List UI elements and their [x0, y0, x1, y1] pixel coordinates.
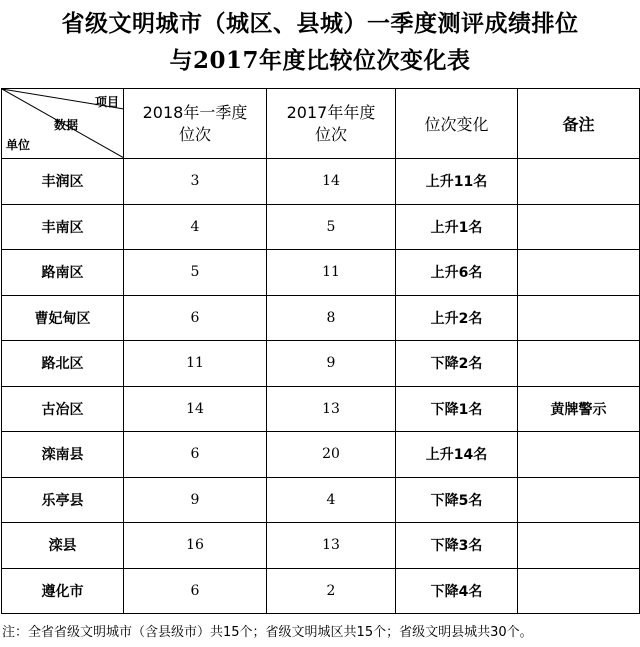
- table-row: [2, 341, 640, 387]
- corner-data-label: 数据: [54, 118, 79, 132]
- change-cell: 下降5名: [396, 477, 518, 523]
- note-cell: [518, 568, 640, 614]
- note-cell: [518, 250, 640, 296]
- rank-2018-cell: 11: [124, 341, 267, 387]
- unit-cell: 丰南区: [2, 204, 124, 250]
- unit-cell: 路南区: [2, 250, 124, 296]
- unit-cell: 遵化市: [2, 568, 124, 614]
- unit-cell: 滦县: [2, 523, 124, 569]
- rank-2018-cell: 6: [124, 432, 267, 478]
- note-cell: [518, 159, 640, 205]
- note-cell: [518, 204, 640, 250]
- change-cell: 上升14名: [396, 432, 518, 478]
- rank-2018-cell: 6: [124, 295, 267, 341]
- note-cell: 黄牌警示: [518, 386, 640, 432]
- corner-item-label: 项目: [94, 95, 119, 109]
- note-cell: [518, 432, 640, 478]
- change-cell: 下降2名: [396, 341, 518, 387]
- table-row: [2, 386, 640, 432]
- rank-2017-cell: 8: [267, 295, 396, 341]
- footnote: 注：全省省级文明城市（含县级市）共15个；省级文明城区共15个；省级文明县城共30个。: [2, 625, 533, 640]
- rank-2017-cell: 5: [267, 204, 396, 250]
- rank-2018-cell: 16: [124, 523, 267, 569]
- change-cell: 下降4名: [396, 568, 518, 614]
- col-header-note: 备注: [518, 89, 640, 159]
- unit-cell: 滦南县: [2, 432, 124, 478]
- table-row: [2, 204, 640, 250]
- rank-2018-cell: 4: [124, 204, 267, 250]
- unit-cell: 丰润区: [2, 159, 124, 205]
- note-cell: [518, 523, 640, 569]
- rank-2018-cell: 9: [124, 477, 267, 523]
- table-header-row: [2, 89, 640, 159]
- note-cell: [518, 477, 640, 523]
- table-row: [2, 250, 640, 296]
- table-row: [2, 295, 640, 341]
- unit-cell: 路北区: [2, 341, 124, 387]
- rank-2017-cell: 14: [267, 159, 396, 205]
- change-cell: 下降1名: [396, 386, 518, 432]
- rank-2018-cell: 14: [124, 386, 267, 432]
- note-cell: [518, 341, 640, 387]
- table-row: [2, 568, 640, 614]
- page-title-line2: 与2017年度比较位次变化表: [169, 47, 471, 74]
- rank-2018-cell: 3: [124, 159, 267, 205]
- table-row: [2, 477, 640, 523]
- unit-cell: 曹妃甸区: [2, 295, 124, 341]
- change-cell: 上升6名: [396, 250, 518, 296]
- rank-2017-cell: 9: [267, 341, 396, 387]
- unit-cell: 古冶区: [2, 386, 124, 432]
- change-cell: 下降3名: [396, 523, 518, 569]
- rank-2017-cell: 13: [267, 386, 396, 432]
- col-header-2017: 2017年年度 位次: [267, 89, 396, 159]
- rank-2017-cell: 2: [267, 568, 396, 614]
- page-title-line1: 省级文明城市（城区、县城）一季度测评成绩排位: [61, 10, 579, 37]
- note-cell: [518, 295, 640, 341]
- table-row: [2, 432, 640, 478]
- rank-2017-cell: 4: [267, 477, 396, 523]
- rank-2017-cell: 13: [267, 523, 396, 569]
- change-cell: 上升11名: [396, 159, 518, 205]
- table-row: [2, 523, 640, 569]
- unit-cell: 乐亭县: [2, 477, 124, 523]
- ranking-table: [1, 88, 640, 614]
- corner-unit-label: 单位: [6, 138, 31, 152]
- rank-2018-cell: 5: [124, 250, 267, 296]
- col-header-2018: 2018年一季度 位次: [124, 89, 267, 159]
- rank-2018-cell: 6: [124, 568, 267, 614]
- col-header-change: 位次变化: [396, 89, 518, 159]
- corner-header-cell: [2, 89, 124, 159]
- table-row: [2, 159, 640, 205]
- rank-2017-cell: 20: [267, 432, 396, 478]
- rank-2017-cell: 11: [267, 250, 396, 296]
- change-cell: 上升1名: [396, 204, 518, 250]
- change-cell: 上升2名: [396, 295, 518, 341]
